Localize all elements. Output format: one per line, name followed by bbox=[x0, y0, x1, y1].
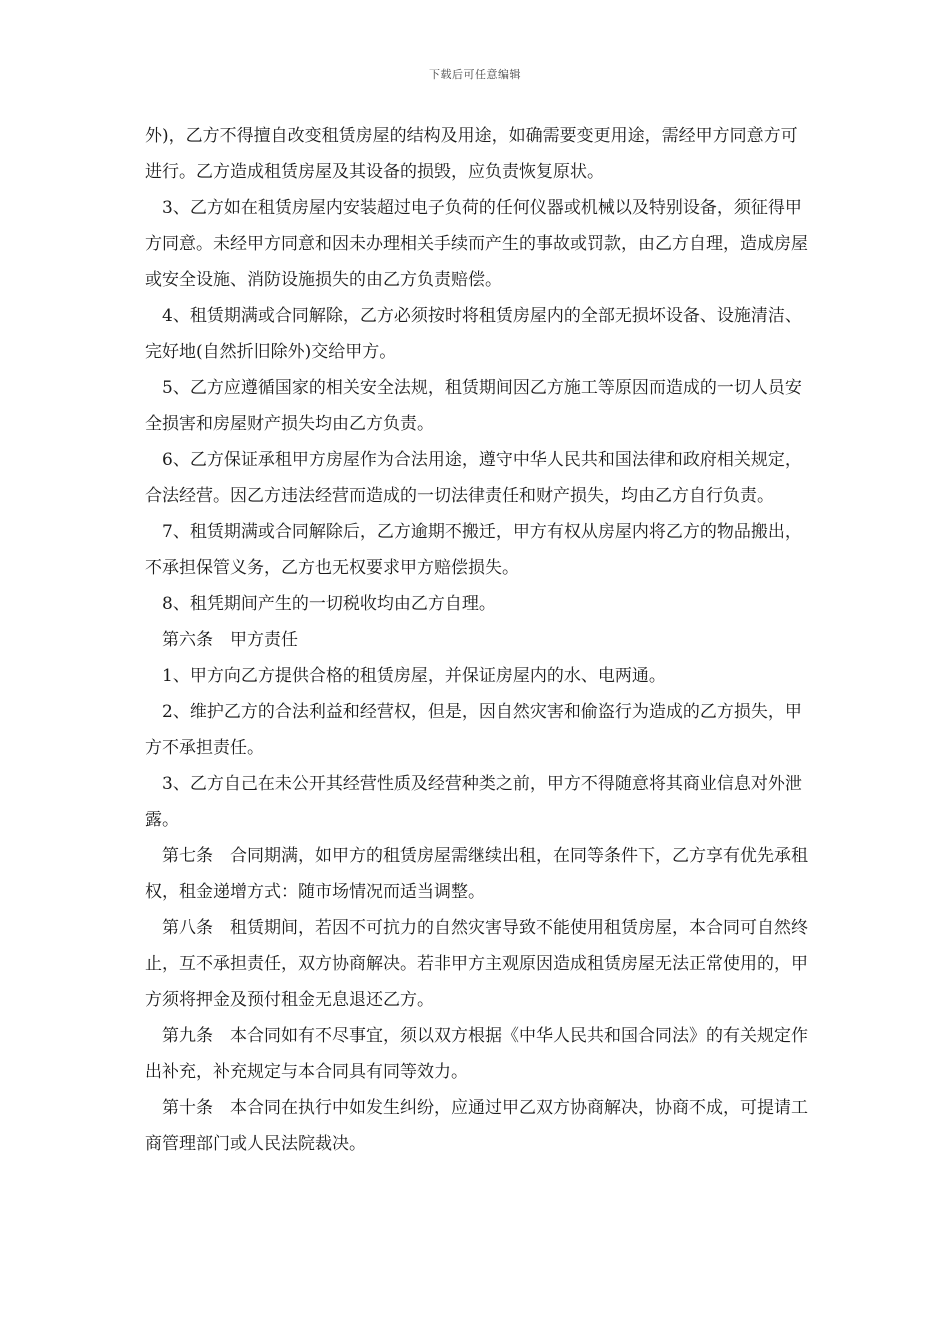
page-header: 下载后可任意编辑 bbox=[429, 68, 521, 81]
document-body bbox=[145, 118, 810, 1162]
paragraph: 7、租赁期满或合同解除后，乙方逾期不搬迁，甲方有权从房屋内将乙方的物品搬出，不承担保管义务，乙方也无权要求甲方赔偿损失。 bbox=[145, 522, 802, 578]
paragraph: 4、租赁期满或合同解除，乙方必须按时将租赁房屋内的全部无损坏设备、设施清洁、完好地(自然折旧除外)交给甲方。 bbox=[145, 306, 802, 362]
paragraph: 第十条 本合同在执行中如发生纠纷，应通过甲乙双方协商解决，协商不成，可提请工商管理部门或人民法院裁决。 bbox=[145, 1098, 808, 1154]
paragraph: 1、甲方向乙方提供合格的租赁房屋，并保证房屋内的水、电两通。 bbox=[162, 666, 666, 686]
section-heading: 第六条 甲方责任 bbox=[162, 630, 298, 650]
paragraph: 第八条 租赁期间，若因不可抗力的自然灾害导致不能使用租赁房屋，本合同可自然终止，互不承担责任，双方协商解决。若非甲方主观原因造成租赁房屋无法正常使用的，甲方须将押金及预付租金无息退还乙方。 bbox=[145, 918, 808, 1010]
paragraph: 6、乙方保证承租甲方房屋作为合法用途，遵守中华人民共和国法律和政府相关规定，合法经营。因乙方违法经营而造成的一切法律责任和财产损失，均由乙方自行负责。 bbox=[145, 450, 802, 506]
paragraph: 第九条 本合同如有不尽事宜，须以双方根据《中华人民共和国合同法》的有关规定作出补充，补充规定与本合同具有同等效力。 bbox=[145, 1026, 808, 1082]
paragraph: 5、乙方应遵循国家的相关安全法规，租赁期间因乙方施工等原因而造成的一切人员安全损害和房屋财产损失均由乙方负责。 bbox=[145, 378, 802, 434]
paragraph: 第七条 合同期满，如甲方的租赁房屋需继续出租，在同等条件下，乙方享有优先承租权，租金递增方式：随市场情况而适当调整。 bbox=[145, 846, 808, 902]
paragraph: 8、租凭期间产生的一切税收均由乙方自理。 bbox=[162, 594, 496, 614]
paragraph: 2、维护乙方的合法利益和经营权，但是，因自然灾害和偷盗行为造成的乙方损失，甲方不承担责任。 bbox=[145, 702, 802, 758]
paragraph: 3、乙方如在租赁房屋内安装超过电子负荷的任何仪器或机械以及特别设备，须征得甲方同意。未经甲方同意和因未办理相关手续而产生的事故或罚款，由乙方自理，造成房屋或安全设施、消防设施损失的由乙方负责赔偿。 bbox=[145, 198, 808, 290]
paragraph: 3、乙方自己在未公开其经营性质及经营种类之前，甲方不得随意将其商业信息对外泄露。 bbox=[145, 774, 802, 830]
paragraph: 外)，乙方不得擅自改变租赁房屋的结构及用途，如确需要变更用途，需经甲方同意方可进行。乙方造成租赁房屋及其设备的损毁，应负责恢复原状。 bbox=[145, 126, 798, 182]
